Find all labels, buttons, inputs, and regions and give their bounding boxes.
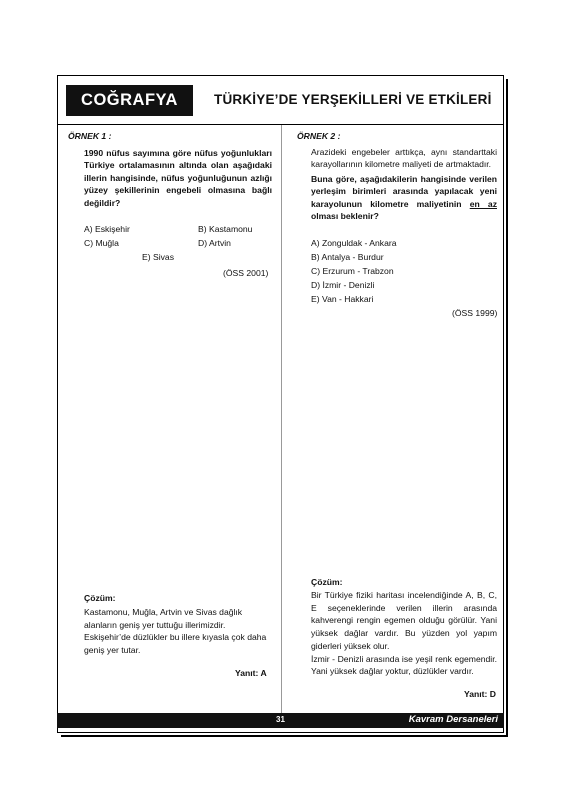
example1-question: 1990 nüfus sayımına göre nüfus yoğunlukları Türkiye ortalamasının altında olan aşağıdaki illerin hangisinde, nüfus yoğunluğunun azlığı yüzey şekillerinin engebeli olmasına bağlı değildir? [84, 148, 272, 208]
example1-option-e: E) Sivas [142, 252, 174, 262]
example1-solution-title: Çözüm: [84, 593, 116, 603]
example1-option-b: B) Kastamonu [198, 224, 253, 234]
example1-source: (ÖSS 2001) [223, 268, 269, 278]
page-number: 31 [276, 715, 285, 724]
example1-option-d: D) Artvin [198, 238, 231, 248]
example2-option-c: C) Erzurum - Trabzon [311, 266, 394, 276]
example1-option-c: C) Muğla [84, 238, 119, 248]
example2-label: ÖRNEK 2 : [297, 131, 341, 141]
page-title: TÜRKİYE’DE YERŞEKİLLERİ VE ETKİLERİ [214, 92, 492, 107]
example2-solution-line1: Bir Türkiye fiziki haritası incelendiğinde A, B, C, E seçeneklerinde verilen illerin arasında kahverengi rengin egemen olduğu görülür. Yani yüksek dağlar vardır. Bu yüzden yol yapım giderleri yüksek olur. [311, 590, 497, 651]
example1-answer: Yanıt: A [235, 668, 267, 678]
column-divider [281, 125, 282, 713]
example2-option-e: E) Van - Hakkari [311, 294, 374, 304]
example2-solution-text [311, 589, 497, 678]
example1-solution-text [84, 606, 272, 657]
subject-text: COĞRAFYA [81, 91, 178, 109]
example2-question-part1: Buna göre, aşağıdakilerin hangisinde verilen yerleşim birimleri arasında yapılacak yeni karayolunun kilometre maliyetinin [311, 174, 497, 209]
example2-option-b: B) Antalya - Burdur [311, 252, 384, 262]
example2-answer: Yanıt: D [464, 689, 496, 699]
example1-solution-line1: Kastamonu, Muğla, Artvin ve Sivas dağlık alanların geniş yer tuttuğu illerimizdir. [84, 607, 243, 630]
example2-solution-title: Çözüm: [311, 577, 343, 587]
example1-option-a: A) Eskişehir [84, 224, 130, 234]
example2-option-a: A) Zonguldak - Ankara [311, 238, 397, 248]
example2-intro: Arazideki engebeler arttıkça, aynı standarttaki karayollarının kilometre maliyeti de artmaktadır. [311, 147, 497, 170]
example2-question-part2: olması beklenir? [311, 211, 379, 222]
example2-source: (ÖSS 1999) [452, 308, 498, 318]
example1-label: ÖRNEK 1 : [68, 131, 112, 141]
example2-question [311, 173, 497, 223]
footer-bar [57, 713, 504, 728]
subject-label [66, 85, 193, 116]
example2-solution-line2: İzmir - Denizli arasında ise yeşil renk egemendir. Yani yüksek dağlar yoktur, düzlükler vardır. [311, 653, 497, 677]
example2-question-emphasis: en az [469, 198, 497, 209]
example1-solution-line2: Eskişehir’de düzlükler bu illere kıyasla çok daha geniş yer tutar. [84, 632, 267, 656]
example2-option-d: D) İzmir - Denizli [311, 280, 375, 290]
publisher-name: Kavram Dersaneleri [408, 714, 498, 725]
